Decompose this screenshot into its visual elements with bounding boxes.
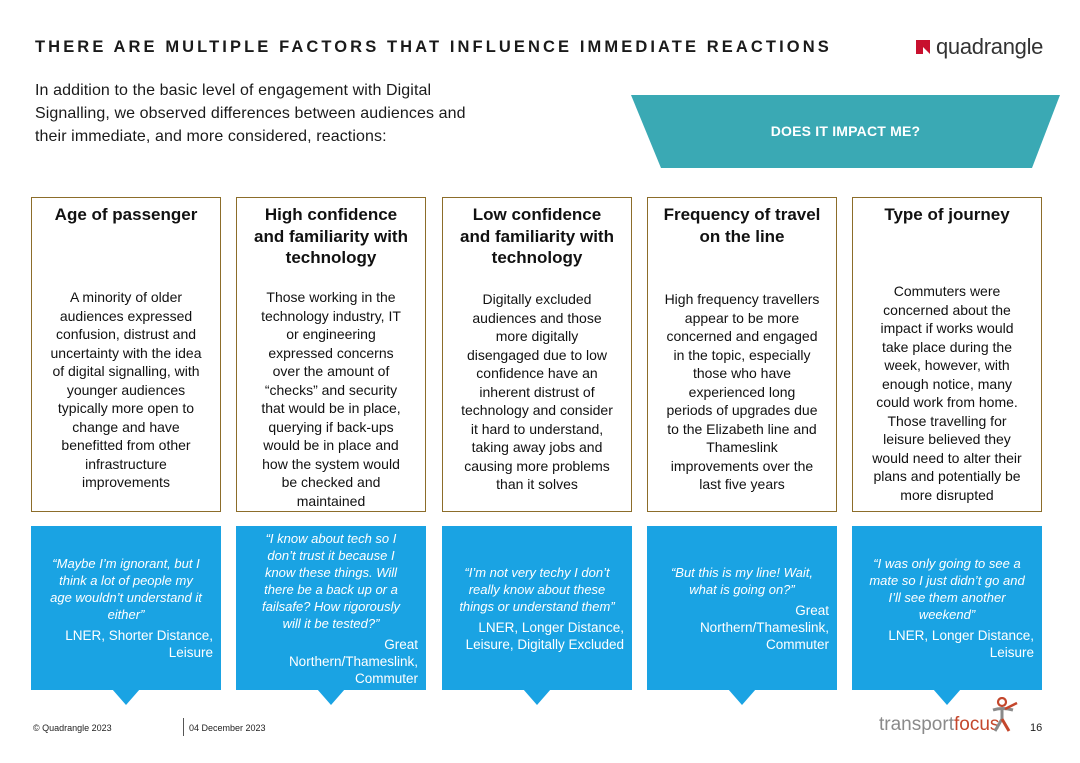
quote-source-line: LNER, Shorter Distance, — [65, 628, 213, 643]
factor-description-line: change and have — [72, 418, 180, 435]
factor-description-line: than it solves — [496, 476, 578, 492]
factor-description-line: benefitted from other — [61, 437, 191, 453]
quote-source-line: LNER, Longer Distance, — [888, 628, 1034, 643]
quadrangle-logo-icon — [916, 40, 930, 54]
factor-description-line: confidence have an — [476, 365, 598, 381]
quote-source-line: Commuter — [354, 670, 418, 686]
factor-description-line: Commuters were — [893, 283, 1001, 299]
factor-description-line: improvements — [82, 474, 170, 490]
factor-description-line: to the Elizabeth line and — [667, 420, 817, 437]
quote-text — [860, 555, 1034, 623]
factor-description-line: more digitally — [495, 328, 579, 344]
factor-heading-line: Frequency of travel — [663, 205, 821, 224]
quote-line: failsafe? How rigorously — [261, 598, 400, 614]
factor-description — [654, 290, 830, 494]
factor-description-line: week, however, with — [884, 357, 1010, 373]
quote-line: weekend” — [918, 607, 976, 622]
quote-line: age wouldn’t understand it — [50, 590, 202, 605]
factor-heading — [38, 204, 214, 226]
factor-description — [243, 288, 419, 510]
factor-description-line: improvements over the — [670, 457, 814, 474]
quote-line: “I know about tech so I — [265, 530, 397, 546]
callout-pointer — [728, 689, 756, 705]
factor-heading — [654, 204, 830, 247]
factor-description-line: enough notice, many — [882, 375, 1012, 392]
callout-pointer — [523, 689, 551, 705]
factor-description-line: experienced long — [688, 383, 796, 400]
quote-source — [655, 602, 829, 653]
quote-callout — [442, 526, 632, 690]
factor-description-line: technology industry, IT — [261, 307, 401, 324]
factor-box — [31, 197, 221, 512]
page-number: 16 — [1030, 722, 1043, 734]
factor-description-line: expressed concerns — [268, 344, 394, 361]
factor-heading-line: technology — [285, 248, 377, 267]
quote-line: mate so I just didn’t go and — [869, 573, 1025, 588]
factor-description-line: younger audiences — [66, 381, 186, 398]
quote-callout — [647, 526, 837, 690]
quote-line: there be a back up or a — [264, 581, 398, 597]
quote-source-line: Northern/Thameslink, — [288, 653, 418, 669]
factor-description-line: High frequency travellers — [664, 291, 820, 307]
quote-line: things or understand them” — [459, 598, 615, 614]
quote-line: think a lot of people my — [59, 573, 193, 588]
factor-description-line: it hard to understand, — [470, 420, 604, 437]
factor-description-line: Digitally excluded — [482, 291, 592, 307]
factor-description-line: more disrupted — [900, 486, 994, 503]
factor-heading-line: and familiarity with — [460, 226, 614, 246]
factor-description-line: disengaged due to low — [466, 346, 608, 363]
factor-description — [449, 290, 625, 494]
quote-source-line: Great — [795, 602, 829, 618]
footer-divider — [183, 718, 184, 736]
factor-heading-line: on the line — [699, 226, 785, 246]
page-title: THERE ARE MULTIPLE FACTORS THAT INFLUENCE IMMEDIATE REACTIONS — [35, 38, 832, 56]
factor-heading-line: and familiarity with — [254, 226, 408, 246]
quote-callout — [852, 526, 1042, 690]
quote-text — [450, 564, 624, 615]
quote-line: “But this is my line! Wait, — [670, 564, 814, 580]
factor-description-line: be checked and — [281, 474, 381, 490]
quote-line: “I’m not very techy I don’t — [464, 564, 610, 580]
transport-focus-text: transportfocus — [879, 714, 1000, 735]
callout-pointer — [317, 689, 345, 705]
intro-text — [35, 79, 535, 148]
quote-source-line: Leisure — [168, 645, 213, 660]
factor-description-line: typically more open to — [57, 400, 195, 416]
factor-description-line: “checks” and security — [264, 381, 398, 398]
factor-heading-line: Low confidence — [472, 205, 602, 224]
factor-description-line: leisure believed they — [883, 431, 1011, 447]
quote-line: what is going on?” — [689, 581, 795, 597]
factor-description-line: would be in place and — [263, 437, 399, 453]
quote-source-line: LNER, Longer Distance, — [478, 619, 624, 635]
factor-box — [236, 197, 426, 512]
quote-line: really know about these — [468, 581, 606, 597]
quote-source-line: Leisure — [989, 645, 1034, 660]
factor-heading-line: technology — [491, 248, 583, 267]
quote-text — [655, 564, 829, 598]
quote-source — [244, 636, 418, 687]
factor-description-line: those who have — [692, 365, 792, 381]
quote-source-line: Northern/Thameslink, — [699, 619, 829, 635]
factor-description-line: concerned about the — [883, 301, 1011, 318]
quadrangle-logo-text: quadrangle — [936, 34, 1044, 59]
factor-description-line: causing more problems — [464, 457, 610, 474]
quote-line: don’t trust it because I — [267, 547, 395, 563]
transport-focus-figure-icon — [989, 697, 1021, 735]
quote-source-line: Great — [384, 636, 418, 652]
quote-source-line: Commuter — [765, 636, 829, 652]
factor-description-line: uncertainty with the idea — [50, 344, 202, 361]
factor-heading — [859, 204, 1035, 226]
quote-line: will it be tested?” — [282, 615, 380, 631]
banner-label: DOES IT IMPACT ME? — [770, 123, 921, 139]
factor-description-line: infrastructure — [85, 455, 167, 472]
factor-description-line: audiences expressed — [59, 307, 193, 324]
factor-heading-line: Age of passenger — [54, 205, 198, 224]
factor-description-line: Those working in the — [266, 289, 396, 305]
factor-description-line: in the topic, especially — [673, 346, 811, 363]
factor-description-line: could work from home. — [876, 394, 1018, 410]
quote-callout — [236, 526, 426, 690]
quote-line: know these things. Will — [264, 564, 398, 580]
quadrangle-logo — [916, 33, 1043, 61]
factor-box — [442, 197, 632, 512]
factor-heading — [243, 204, 419, 269]
factor-description-line: how the system would — [262, 455, 400, 472]
quote-line: either” — [107, 607, 145, 622]
quote-line: “Maybe I’m ignorant, but I — [52, 556, 200, 571]
factor-heading-line: Type of journey — [884, 205, 1010, 224]
factor-description-line: last five years — [699, 476, 785, 492]
quote-source — [450, 619, 624, 653]
intro-line: their immediate, and more considered, reactions: — [35, 128, 387, 145]
factor-description-line: Those travelling for — [887, 412, 1007, 429]
footer-date: 04 December 2023 — [189, 723, 266, 733]
quote-source — [860, 627, 1034, 661]
callout-pointer — [933, 689, 961, 705]
intro-line: Signalling, we observed differences between audiences and — [35, 105, 466, 122]
factor-description-line: taking away jobs and — [471, 439, 603, 455]
quote-text — [244, 530, 418, 632]
factor-box — [647, 197, 837, 512]
factor-description-line: of digital signalling, with — [52, 363, 200, 379]
factor-description-line: appear to be more — [684, 309, 800, 326]
factor-description-line: that would be in place, — [261, 400, 401, 416]
factor-description-line: maintained — [296, 492, 366, 509]
factor-description-line: periods of upgrades due — [666, 402, 818, 418]
factor-heading — [449, 204, 625, 269]
intro-line: In addition to the basic level of engagement with Digital — [35, 82, 432, 99]
factor-description-line: audiences and those — [472, 309, 602, 326]
factor-description-line: impact if works would — [880, 320, 1014, 336]
copyright: © Quadrangle 2023 — [33, 723, 112, 733]
factor-description-line: querying if back-ups — [268, 418, 394, 435]
factor-heading-line: High confidence — [264, 205, 398, 224]
factor-description-line: take place during the — [882, 338, 1012, 355]
factor-description — [38, 288, 214, 492]
quote-line: I’ll see them another — [888, 590, 1006, 605]
factor-description-line: over the amount of — [272, 363, 390, 379]
factor-description-line: plans and potentially be — [873, 468, 1021, 484]
factor-description-line: concerned and engaged — [666, 328, 818, 344]
quote-line: “I was only going to see a — [873, 556, 1021, 571]
quote-text — [39, 555, 213, 623]
factor-description-line: technology and consider — [461, 402, 613, 418]
quote-source-line: Leisure, Digitally Excluded — [465, 636, 624, 652]
quote-callout — [31, 526, 221, 690]
factor-description-line: A minority of older — [69, 289, 183, 305]
impact-banner — [631, 95, 1060, 168]
factor-description-line: Thameslink — [706, 439, 778, 455]
factor-description-line: inherent distrust of — [479, 383, 595, 400]
factor-description-line: confusion, distrust and — [55, 326, 197, 342]
factor-box — [852, 197, 1042, 512]
factor-description-line: or engineering — [286, 326, 376, 342]
quote-source — [39, 627, 213, 661]
factor-description — [859, 282, 1035, 504]
callout-pointer — [112, 689, 140, 705]
factor-description-line: would need to alter their — [872, 449, 1022, 466]
